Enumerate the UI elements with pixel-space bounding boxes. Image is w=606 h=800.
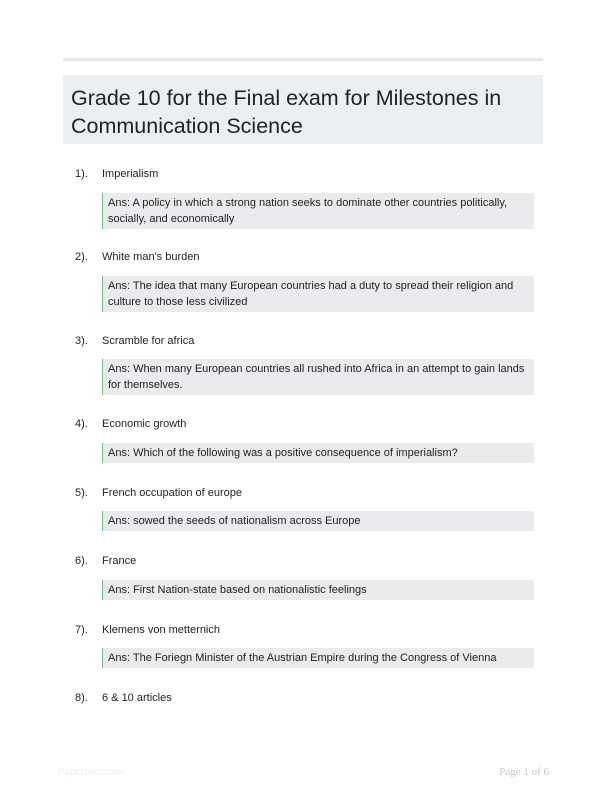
question-text: Imperialism: [102, 168, 159, 180]
page-number: Page 1 of 6: [499, 766, 549, 778]
top-divider: [63, 58, 543, 61]
answer-box: Ans: First Nation-state based on nationalistic feelings: [102, 580, 534, 600]
answer-box: Ans: When many European countries all rushed into Africa in an attempt to gain lands for themselves.: [102, 359, 534, 395]
footer-watermark: Paperblitz.com: [58, 767, 125, 778]
answer-box: Ans: A policy in which a strong nation seeks to dominate other countries politically, socially, and economically: [102, 193, 534, 229]
question-number: 8).: [75, 692, 88, 704]
page-title: Grade 10 for the Final exam for Milestones in Communication Science: [71, 86, 502, 138]
question-number: 6).: [75, 555, 88, 567]
question-number: 2).: [75, 251, 88, 263]
question-text: White man's burden: [102, 251, 200, 263]
answer-box: Ans: sowed the seeds of nationalism across Europe: [102, 511, 534, 531]
answer-box: Ans: The idea that many European countries had a duty to spread their religion and culture to those less civilized: [102, 276, 534, 312]
question-number: 3).: [75, 335, 88, 347]
question-text: 6 & 10 articles: [102, 692, 172, 704]
title-banner: [63, 75, 543, 144]
answer-box: Ans: Which of the following was a positive consequence of imperialism?: [102, 443, 534, 463]
question-number: 7).: [75, 624, 88, 636]
answer-box: Ans: The Foriegn Minister of the Austrian Empire during the Congress of Vienna: [102, 648, 534, 668]
question-text: France: [102, 555, 137, 567]
question-number: 1).: [75, 168, 88, 180]
question-text: Scramble for africa: [102, 335, 195, 347]
question-text: Klemens von metternich: [102, 624, 220, 636]
question-text: French occupation of europe: [102, 487, 243, 499]
question-number: 5).: [75, 487, 88, 499]
question-text: Economic growth: [102, 418, 187, 430]
question-number: 4).: [75, 418, 88, 430]
